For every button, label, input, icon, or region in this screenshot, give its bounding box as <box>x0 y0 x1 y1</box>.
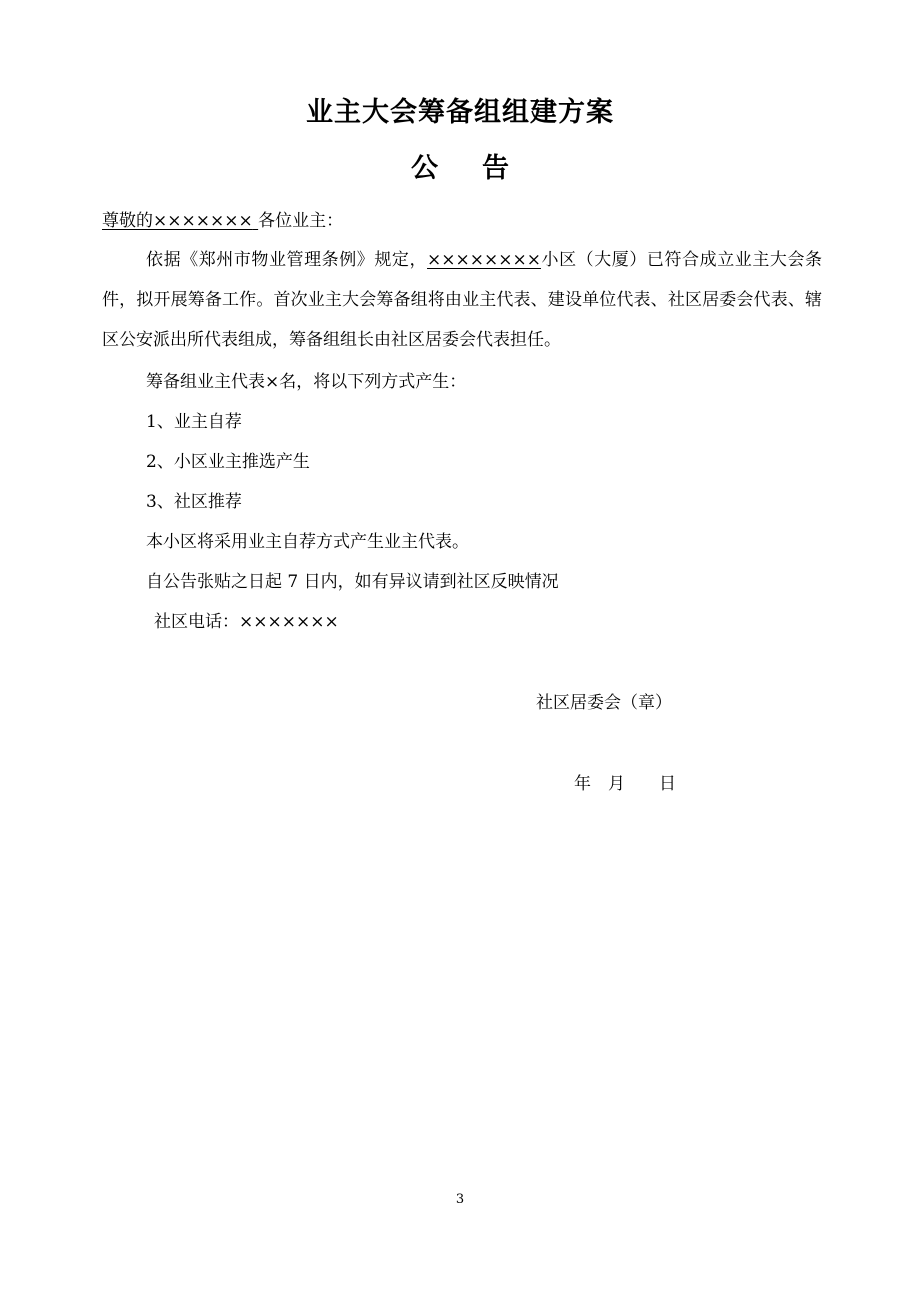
intro-part1: 依据《郑州市物业管理条例》规定， <box>146 250 428 270</box>
signature: 社区居委会（章） <box>536 693 672 713</box>
date-line: 年 月 日 <box>574 774 676 794</box>
document-subtitle: 公告 <box>411 153 553 184</box>
intro-placeholder: ×××××××× <box>427 250 541 270</box>
line-method-1: 1、业主自荐 <box>146 412 242 432</box>
document-title: 业主大会筹备组组建方案 <box>306 97 614 128</box>
line-phone: 社区电话：××××××× <box>154 612 339 632</box>
line-representatives: 筹备组业主代表×名，将以下列方式产生： <box>146 372 467 392</box>
line-adopted-method: 本小区将采用业主自荐方式产生业主代表。 <box>146 532 469 552</box>
line-method-2: 2、小区业主推选产生 <box>146 452 310 472</box>
intro-paragraph <box>102 240 822 360</box>
intro-part2: 小区（大厦）已符合成立业主大会条件，拟开展筹备工作。首次业主大会筹备组将由业主代表、建设单位代表、社区居委会代表、辖区公安派出所代表组成，筹备组组长由社区居委会代表担任。 <box>102 250 823 350</box>
page-number: 3 <box>455 1192 465 1207</box>
salutation-suffix: 各位业主： <box>258 211 344 231</box>
line-method-3: 3、社区推荐 <box>146 492 242 512</box>
salutation-placeholder: ××××××× <box>153 211 253 231</box>
salutation-prefix: 尊敬的 <box>102 211 153 231</box>
line-objection-period: 自公告张贴之日起 7 日内，如有异议请到社区反映情况 <box>146 572 559 592</box>
salutation <box>102 210 343 232</box>
